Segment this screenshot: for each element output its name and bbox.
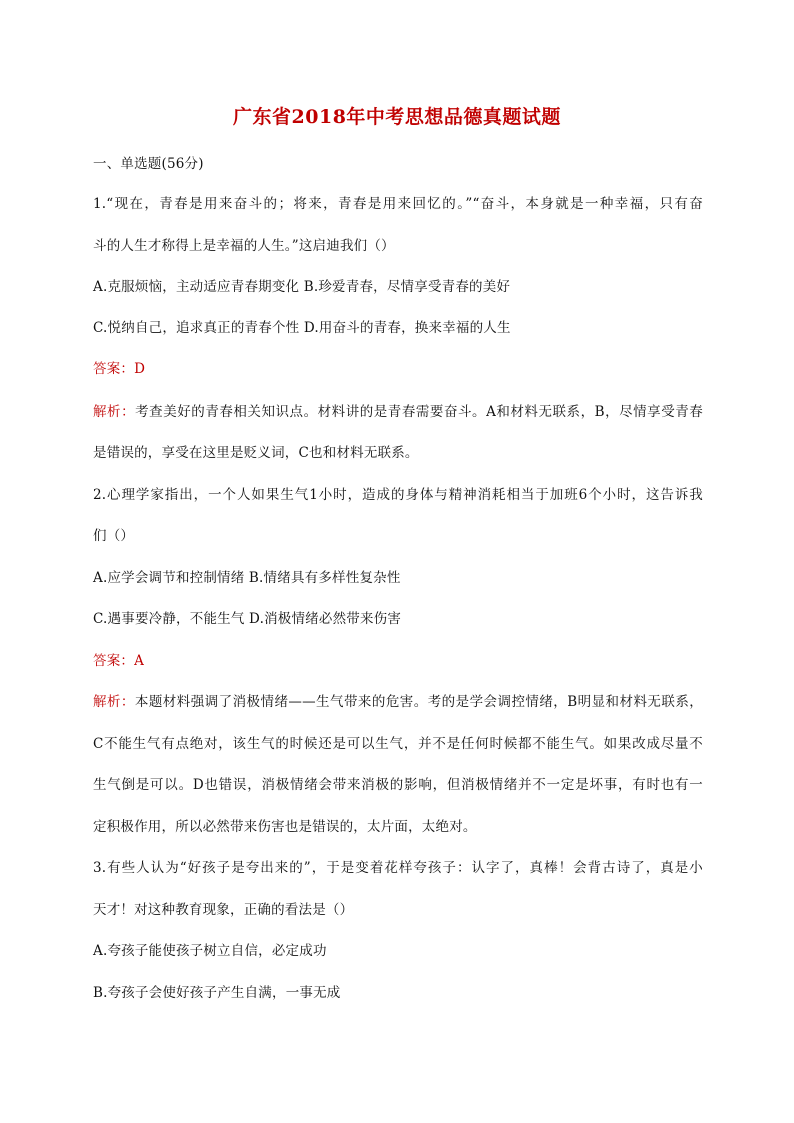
q3-option-a: A.夸孩子能使孩子树立自信，必定成功 xyxy=(93,943,327,959)
answer-value: D xyxy=(134,361,146,377)
q3-stem-line-2: 天才！对这种教育现象，正确的看法是（） xyxy=(93,902,354,918)
q2-answer xyxy=(93,649,703,669)
q3-option-b: B.夸孩子会使好孩子产生自满，一事无成 xyxy=(93,985,341,1001)
analysis-label: 解析： xyxy=(93,694,135,710)
q1-answer xyxy=(93,357,703,377)
section-heading: 一、单选题(56分) xyxy=(93,156,204,172)
answer-label: 答案： xyxy=(93,361,135,377)
analysis-text: 本题材料强调了消极情绪——生气带来的危害。考的是学会调控情绪，B明显和材料无联系， xyxy=(134,694,703,710)
q1-analysis-line-2: 是错误的，享受在这里是贬义词，C也和材料无联系。 xyxy=(93,445,419,461)
q1-stem-line-1: 1.“现在，青春是用来奋斗的；将来，青春是用来回忆的。”“奋斗，本身就是一种幸福，只有奋 xyxy=(93,196,703,212)
q2-stem-line-1: 2.心理学家指出，一个人如果生气1小时，造成的身体与精神消耗相当于加班6个小时，这告诉我 xyxy=(93,487,703,503)
q2-options-line-2: C.遇事要冷静，不能生气 D.消极情绪必然带来伤害 xyxy=(93,611,402,627)
document-title: 广东省2018年中考思想品德真题试题 xyxy=(233,106,561,128)
q2-analysis-line-3: 生气倒是可以。D也错误，消极情绪会带来消极的影响，但消极情绪并不一定是坏事，有时也有一 xyxy=(93,777,703,793)
q1-stem-line-2: 斗的人生才称得上是幸福的人生。”这启迪我们（） xyxy=(93,238,395,254)
answer-value: A xyxy=(134,653,145,669)
q1-analysis-line-1 xyxy=(93,400,703,420)
q1-options-line-2: C.悦纳自己，追求真正的青春个性 D.用奋斗的青春，换来幸福的人生 xyxy=(93,320,511,336)
analysis-label: 解析： xyxy=(93,404,136,420)
q2-analysis-line-1 xyxy=(93,690,703,710)
q3-stem-line-1: 3.有些人认为“好孩子是夸出来的”，于是变着花样夸孩子：认字了，真棒！会背古诗了，真是小 xyxy=(93,860,703,876)
analysis-text: 考查美好的青春相关知识点。材料讲的是青春需要奋斗。A和材料无联系，B，尽情享受青春 xyxy=(135,404,703,420)
q1-options-line-1: A.克服烦恼，主动适应青春期变化 B.珍爱青春，尽情享受青春的美好 xyxy=(93,279,511,295)
q2-analysis-line-2: C不能生气有点绝对，该生气的时候还是可以生气，并不是任何时候都不能生气。如果改成尽量不 xyxy=(93,736,703,752)
q2-options-line-1: A.应学会调节和控制情绪 B.情绪具有多样性复杂性 xyxy=(93,570,401,586)
q2-analysis-line-4: 定积极作用，所以必然带来伤害也是错误的，太片面，太绝对。 xyxy=(93,819,477,835)
answer-label: 答案： xyxy=(93,653,135,669)
q2-stem-line-2: 们（） xyxy=(93,528,135,544)
